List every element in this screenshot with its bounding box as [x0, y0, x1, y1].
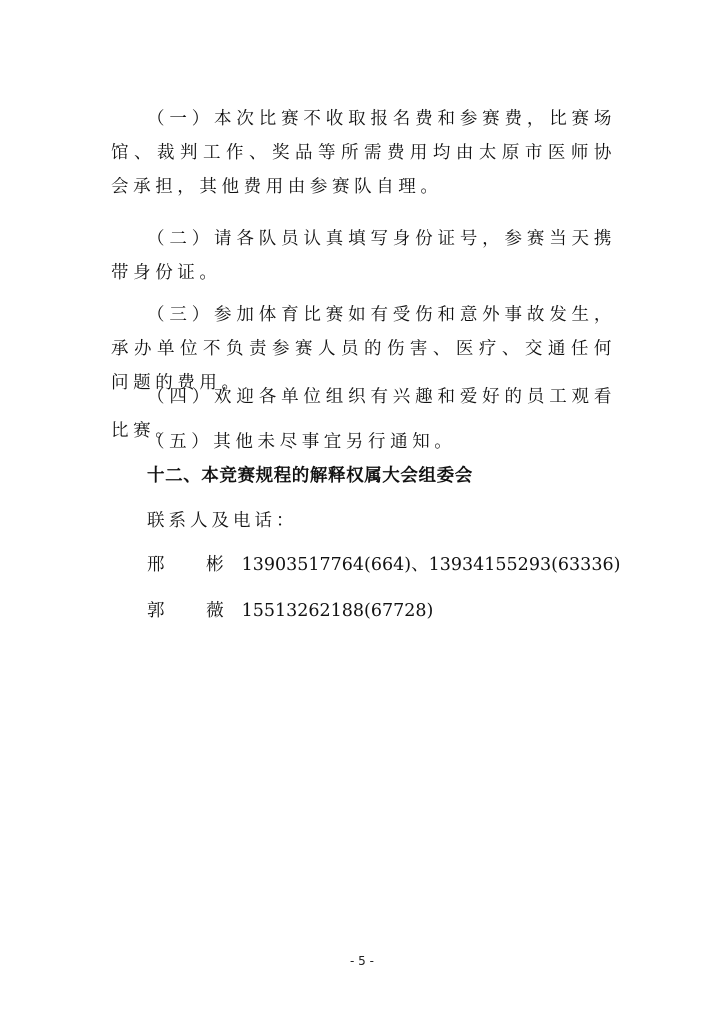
section-12-heading: 十二、本竞赛规程的解释权属大会组委会: [147, 466, 473, 486]
contact-1-phones: 13903517764(664)、13934155293(63336): [241, 555, 621, 575]
clause-4-paragraph: （四）欢迎各单位组织有兴趣和爱好的员工观看比赛。: [111, 387, 616, 441]
contact-line-2: [147, 596, 433, 626]
clause-3-paragraph: （三）参加体育比赛如有受伤和意外事故发生，承办单位不负责参赛人员的伤害、医疗、交通任何问题的费用。: [111, 305, 616, 393]
clause-5-paragraph: （五）其他未尽事宜另行通知。: [147, 432, 457, 452]
clause-1-paragraph: （一）本次比赛不收取报名费和参赛费，比赛场馆、裁判工作、奖品等所需费用均由太原市医师协会承担，其他费用由参赛队自理。: [111, 109, 616, 197]
contact-label: 联系人及电话：: [147, 511, 298, 531]
contact-line-1: [147, 550, 620, 580]
contact-2-name: 郭 薇: [147, 601, 242, 621]
contact-1-name: 邢 彬: [147, 555, 242, 575]
clause-2-paragraph: （二）请各队员认真填写身份证号，参赛当天携带身份证。: [111, 229, 616, 283]
page-number: - 5 -: [350, 954, 374, 968]
contact-2-phones: 15513262188(67728): [241, 601, 434, 621]
